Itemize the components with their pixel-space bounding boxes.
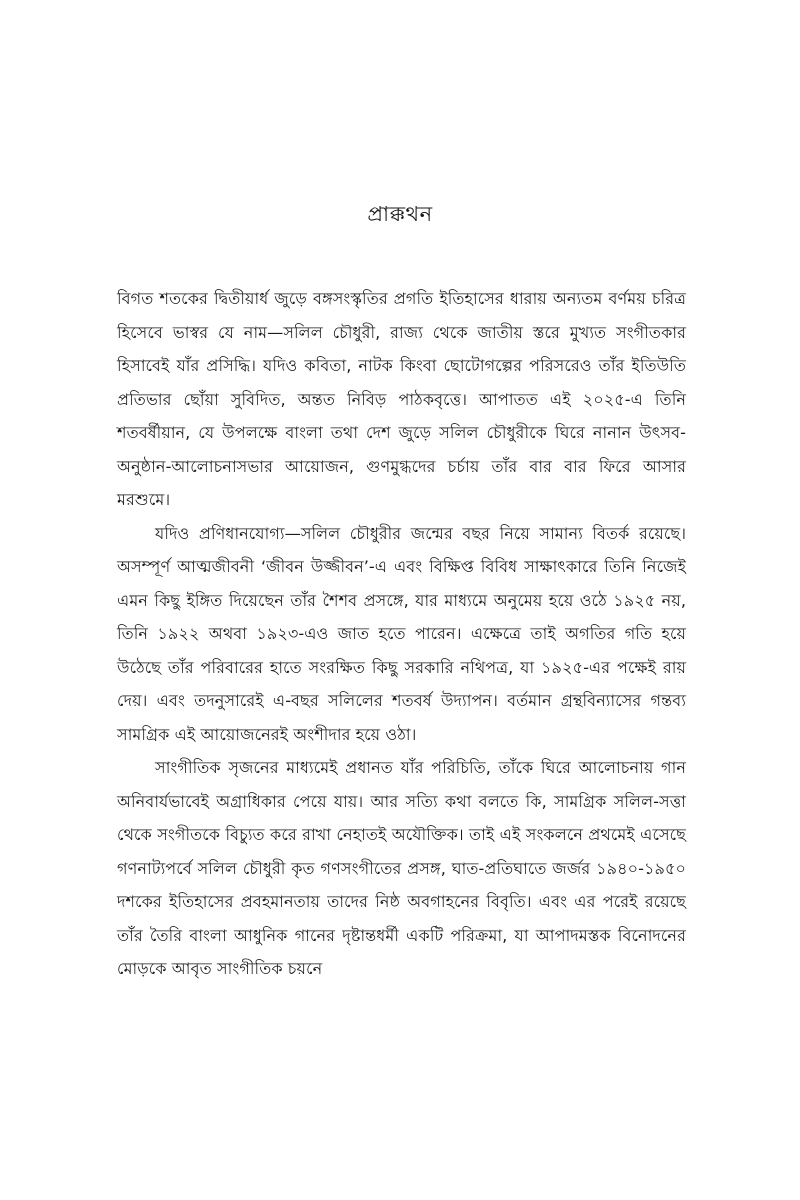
page-title: প্রাক্কথন xyxy=(367,202,433,226)
paragraph-3: সাংগীতিক সৃজনের মাধ্যমেই প্রধানত যাঁর পরিচিতি, তাঁকে ঘিরে আলোচনায় গান অনিবার্যভাবেই অগ্রাধিকার পেয়ে যায়। আর সত্যি কথা বলতে কি, সামগ্রিক সলিল-সত্তা থেকে সংগীতকে বিচ্যুত করে রাখা নেহাতই অযৌক্তিক। তাই এই সংকলনে প্রথমেই এসেছে গণনাট্যপর্বে সলিল চৌধুরী কৃত গণসংগীতের প্রসঙ্গ, ঘাত-প্রতিঘাতে জর্জর ১৯৪০-১৯৫০ দশকের ইতিহাসের প্রবহমানতায় তাদের নিষ্ঠ অবগাহনের বিবৃতি। এবং এর পরেই রয়েছে তাঁর তৈরি বাংলা আধুনিক গানের দৃষ্টান্তধর্মী একটি পরিক্রমা, যা আপাদমস্তক বিনোদনের মোড়কে আবৃত সাংগীতিক চয়নে xyxy=(117,758,686,978)
paragraph-1: বিগত শতকের দ্বিতীয়ার্ধ জুড়ে বঙ্গসংস্কৃতির প্রগতি ইতিহাসের ধারায় অন্যতম বর্ণময় চরিত্র হিসেবে ভাস্বর যে নাম—সলিল চৌধুরী, রাজ্য থেকে জাতীয় স্তরে মুখ্যত সংগীতকার হিসাবেই যাঁর প্রসিদ্ধি। যদিও কবিতা, নাটক কিংবা ছোটোগল্পের পরিসরেও তাঁর ইতিউতি প্রতিভার ছোঁয়া সুবিদিত, অন্তত নিবিড় পাঠকবৃত্তে। আপাতত এই ২০২৫-এ তিনি শতবর্ষীয়ান, যে উপলক্ষে বাংলা তথা দেশ জুড়ে সলিল চৌধুরীকে ঘিরে নানান উৎসব-অনুষ্ঠান-আলোচনাসভার আয়োজন, গুণমুগ্ধদের চর্চায় তাঁর বার বার ফিরে আসার মরশুমে। xyxy=(117,289,686,509)
body-text xyxy=(117,282,686,986)
paragraph-2: যদিও প্রণিধানযোগ্য—সলিল চৌধুরীর জন্মের বছর নিয়ে সামান্য বিতর্ক রয়েছে। অসম্পূর্ণ আত্মজীবনী ‘জীবন উজ্জীবন’-এ এবং বিক্ষিপ্ত বিবিধ সাক্ষাৎকারে তিনি নিজেই এমন কিছু ইঙ্গিত দিয়েছেন তাঁর শৈশব প্রসঙ্গে, যার মাধ্যমে অনুমেয় হয়ে ওঠে ১৯২৫ নয়, তিনি ১৯২২ অথবা ১৯২৩-এও জাত হতে পারেন। এক্ষেত্রে তাই অগতির গতি হয়ে উঠেছে তাঁর পরিবারের হাতে সংরক্ষিত কিছু সরকারি নথিপত্র, যা ১৯২৫-এর পক্ষেই রায় দেয়। এবং তদনুসারেই এ-বছর সলিলের শতবর্ষ উদ্যাপন। বর্তমান গ্রন্থবিন্যাসের গন্তব্য সামগ্রিক এই আয়োজনেরই অংশীদার হয়ে ওঠা। xyxy=(117,523,686,744)
